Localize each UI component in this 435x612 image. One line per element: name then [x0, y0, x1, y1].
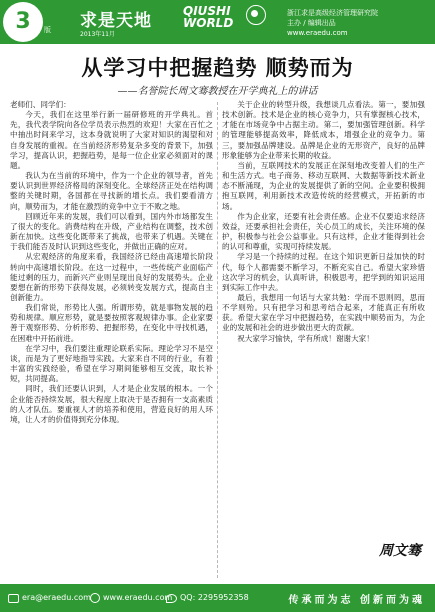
- paper-name: 求是天地: [80, 11, 152, 31]
- paper-date: 2013年11月: [80, 31, 115, 38]
- footer-email[interactable]: [8, 593, 91, 603]
- author-signature: 周文骞: [379, 543, 421, 559]
- article-paragraph: 回顾近年来的发展，我们可以看到，国内外市场都发生了很大的变化。消费结构在升级，产业结构在调整，技术创新在加快。这些变化既带来了挑战，也带来了机遇。关键在于我们能否及时认识到这些变化，并做出正确的应对。: [10, 211, 213, 252]
- logo-text-line-2: WORLD: [183, 16, 234, 30]
- article-paragraph: 今天，我们在这里举行新一届研修班的开学典礼。首先，我代表学院向各位学员表示热烈的欢迎！大家在百忙之中抽出时间来学习，这本身就说明了大家对知识的渴望和对自身发展的重视。在当前经济形势复杂多变的背景下，加强学习，提高认识，把握趋势，是每一位企业家必须面对的课题。: [10, 110, 213, 170]
- issue-badge: [3, 2, 43, 42]
- chat-icon: [166, 594, 177, 603]
- article-paragraph: 祝大家学习愉快，学有所成！谢谢大家！: [237, 333, 374, 343]
- footer-website[interactable]: [90, 593, 172, 603]
- article-subtitle: ——名誉院长周文骞教授在开学典礼上的讲话: [117, 86, 318, 97]
- sponsor-line-2: 主办 / 编辑出品: [287, 19, 336, 27]
- article-paragraph: 老师们、同学们：: [10, 100, 71, 109]
- footer: [0, 584, 435, 612]
- footer-slogan: 传承而为志 创新而为魂: [288, 595, 425, 606]
- article-paragraph: 同时，我们还要认识到，人才是企业发展的根本。一个企业能否持续发展，很大程度上取决于是否拥有一支高素质的人才队伍。要重视人才的培养和使用，营造良好的用人环境，让人才的价值得到充分体现。: [10, 384, 213, 424]
- article-column-right: [222, 100, 425, 580]
- email-icon: [8, 594, 19, 603]
- article-paragraph: 从宏观经济的角度来看，我国经济已经由高速增长阶段转向中高速增长阶段。在这一过程中，一些传统产业面临产能过剩的压力，而新兴产业则呈现出良好的发展势头。企业要想在新的形势下获得发展，必须转变发展方式，提高自主创新能力。: [10, 252, 213, 302]
- footer-website-text: www.eraedu.com: [103, 593, 173, 602]
- footer-qq-text: QQ: 2295952358: [180, 593, 249, 602]
- article-paragraph: 我们常说，形势比人强。所谓形势，就是事物发展的趋势和规律。顺应形势，就是要按照客观规律办事。企业家要善于观察形势、分析形势、把握形势，在变化中寻找机遇，在困难中开拓前进。: [10, 303, 213, 343]
- sponsor-info: [287, 8, 427, 38]
- article-title: 从学习中把握趋势 顺势而为: [81, 56, 354, 80]
- article-paragraph: 作为企业家，还要有社会责任感。企业不仅要追求经济效益，还要承担社会责任，关心员工的成长，关注环境的保护，积极参与社会公益事业。只有这样，企业才能得到社会的认可和尊重，实现可持续发展。: [222, 211, 425, 252]
- issue-number: 3: [15, 9, 31, 34]
- article-paragraph: 学习是一个持续的过程。在这个知识更新日益加快的时代，每个人都需要不断学习，不断充实自己。希望大家珍惜这次学习的机会，认真听讲，积极思考，把学到的知识运用到实际工作中去。: [222, 252, 425, 292]
- article-paragraph: 我认为在当前的环境中，作为一个企业的领导者，首先要认识到世界经济格局的深刻变化。全球经济正处在结构调整的关键时期，各国都在寻找新的增长点。我们要看清方向，顺势而为，才能在激烈的竞争中立于不败之地。: [10, 171, 213, 211]
- article-paragraph: 关于企业的转型升级，我想谈几点看法。第一，要加强技术创新。技术是企业的核心竞争力，只有掌握核心技术，才能在市场竞争中占据主动。第二，要加强管理创新。科学的管理能够提高效率，降低成本，增强企业的竞争力。第三，要加强品牌建设。品牌是企业的无形资产，良好的品牌形象能够为企业带来长期的收益。: [222, 100, 425, 160]
- qiushi-logo: [183, 5, 233, 29]
- article-paragraph: 在学习中，我们要注重理论联系实际。理论学习不是空谈，而是为了更好地指导实践。大家来自不同的行业，有着丰富的实践经验，希望在学习期间能够相互交流，取长补短，共同提高。: [10, 343, 213, 384]
- logo-text-line-1: QIUSHI: [183, 4, 231, 18]
- article-paragraph: 最后，我想用一句话与大家共勉：学而不思则罔，思而不学则殆。只有把学习和思考结合起来，才能真正有所收获。希望大家在学习中把握趋势，在实践中顺势而为，为企业的发展和社会的进步做出更大的贡献。: [222, 292, 425, 333]
- article-paragraph: 当前，互联网技术的发展正在深刻地改变着人们的生产和生活方式。电子商务、移动互联网、大数据等新技术新业态不断涌现，为企业的发展提供了新的空间。企业要积极拥抱互联网，利用新技术改造传统的经营模式，开拓新的市场。: [222, 160, 425, 211]
- masthead: [0, 0, 435, 44]
- article-column-left: [10, 100, 213, 580]
- column-divider: [217, 102, 218, 578]
- footer-qq: [166, 593, 249, 603]
- sponsor-website: www.eraedu.com: [287, 29, 348, 37]
- seal-icon: [246, 5, 266, 25]
- globe-icon: [90, 593, 100, 603]
- issue-unit: 版: [44, 26, 51, 34]
- footer-email-text: era@eraedu.com: [22, 593, 91, 602]
- sponsor-line-1: 浙江求是高级经济管理研究院: [287, 9, 378, 17]
